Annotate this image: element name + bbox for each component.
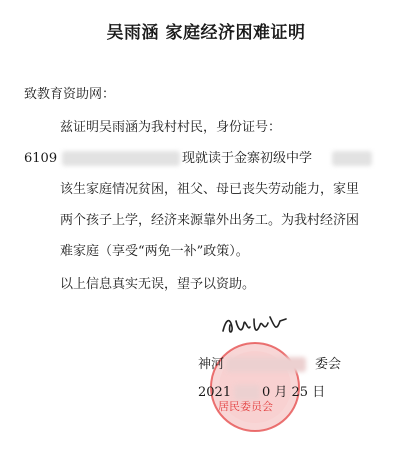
salutation: 致教育资助网： bbox=[24, 87, 116, 102]
redacted-id-number bbox=[62, 151, 180, 166]
policy-line: 难家庭（享受“两免一补”政策）。 bbox=[60, 244, 249, 259]
date-month-day: 0 月 25 日 bbox=[262, 385, 326, 400]
committee-name-suffix: 委会 bbox=[315, 357, 342, 372]
redacted-school-detail bbox=[332, 151, 372, 166]
id-number-prefix: 6109 bbox=[24, 151, 58, 166]
committee-name-prefix: 神河 bbox=[198, 357, 225, 372]
school-line: 现就读于金寨初级中学 bbox=[182, 151, 313, 166]
family-situation-line: 该生家庭情况贫困，祖父、母已丧失劳动能力，家里 bbox=[60, 182, 360, 197]
stamp-text: 居民委员会 bbox=[218, 400, 273, 413]
income-source-line: 两个孩子上学，经济来源靠外出务工。为我村经济困 bbox=[60, 213, 360, 228]
document-title: 吴雨涵 家庭经济困难证明 bbox=[106, 23, 306, 43]
redacted-date-part bbox=[234, 385, 260, 400]
redacted-committee-name bbox=[226, 357, 306, 372]
date-year: 2021 bbox=[198, 385, 232, 400]
certification-line: 兹证明吴雨涵为我村村民，身份证号： bbox=[60, 120, 282, 135]
closing-statement: 以上信息真实无误，望予以资助。 bbox=[60, 277, 256, 292]
